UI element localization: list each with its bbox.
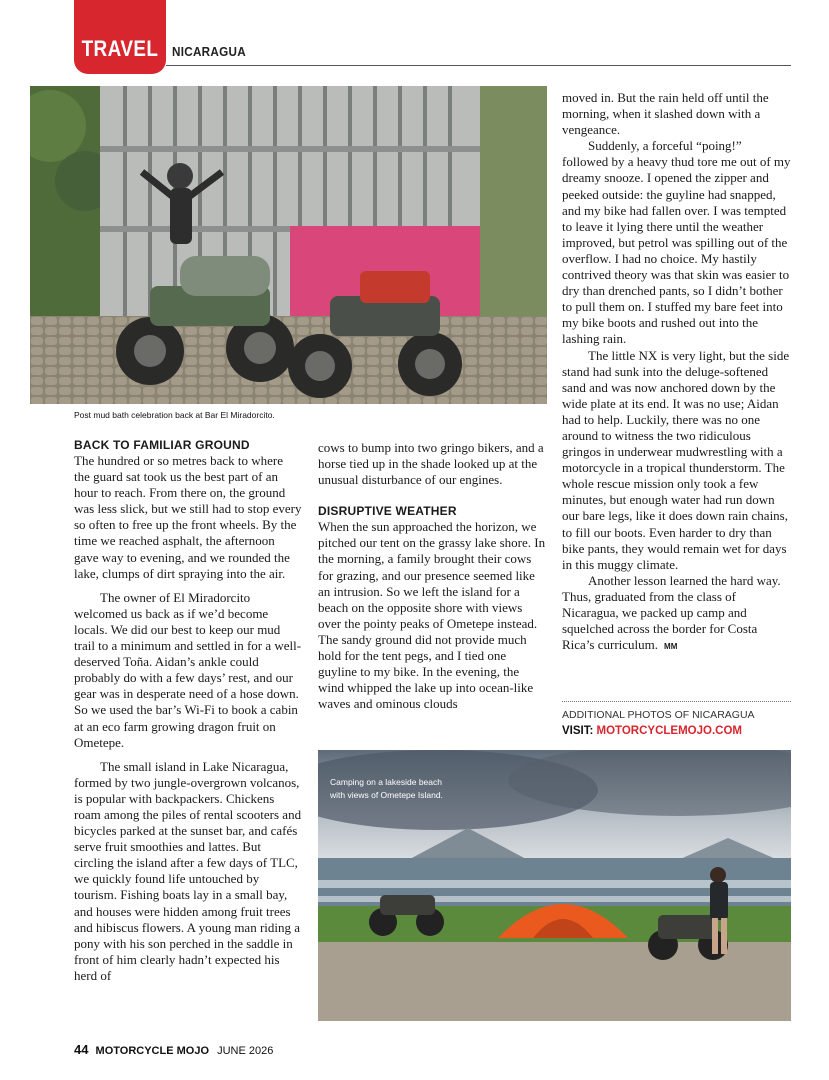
article-column-2 <box>318 440 547 712</box>
paragraph: The small island in Lake Nicaragua, formed by two jungle-overgrown volcanos, is popular with backpackers. Chickens roam among the piles of rental scooters and bicycles parked at the sunset bar, and cafés serve fruit smoothies and lattes. But circling the island after a few days of TLC, we quickly found life untouched by tourism. Fishing boats lay in a small bay, and houses were hidden among fruit trees and hibiscus flowers. A young man riding a pony with his son perched in the saddle in front of him clearly hadn’t expected his herd of <box>74 758 302 983</box>
additional-photos-label: ADDITIONAL PHOTOS OF NICARAGUA <box>562 709 755 721</box>
photo-caption: Camping on a lakeside beach with views of Ometepe Island. <box>330 777 443 800</box>
article-column-1 <box>74 438 302 984</box>
photo-caption: Post mud bath celebration back at Bar El Miradorcito. <box>74 410 275 420</box>
paragraph: The little NX is very light, but the side stand had sunk into the deluge-softened sand and was now anchored down by the wide plate at its end. It was no use; Aidan had to help. Luckily, there was no one around to witness the two ridiculous gringos in underwear mudwrestling with a motorcycle in a tropical thunderstorm. The whole rescue mission only took a few minutes, but enough water had run down our bare legs, like it does down rain chains, to fill our boots. Even harder to dry than bike pants, they would remain wet for days in this muggy climate. <box>562 347 790 572</box>
photo-mud-bath-celebration <box>30 86 547 404</box>
dotted-divider <box>562 701 791 702</box>
section-tab <box>74 0 166 74</box>
paragraph: cows to bump into two gringo bikers, and a horse tied up in the shade looked up at the unusual disturbance of our engines. <box>318 440 544 488</box>
page-number: 44 <box>74 1042 89 1057</box>
section-tab-label: TRAVEL <box>81 36 159 61</box>
visit-line <box>562 725 742 737</box>
issue-date: JUNE 2026 <box>217 1045 274 1057</box>
subheading: DISRUPTIVE WEATHER <box>318 504 457 519</box>
paragraph-text: Another lesson learned the hard way. Thus, graduated from the class of Nicaragua, we packed up camp and squelched across the border for Costa Rica’s curriculum. <box>562 572 781 653</box>
magazine-name: MOTORCYCLE MOJO <box>95 1045 210 1057</box>
paragraph: moved in. But the rain held off until the morning, when it slashed down with a vengeance. <box>562 90 769 138</box>
subheading: BACK TO FAMILIAR GROUND <box>74 438 250 452</box>
end-mark: MM <box>664 642 678 652</box>
paragraph-final <box>562 573 791 655</box>
paragraph: Suddenly, a forceful “poing!” followed by a heavy thud tore me out of my dreamy snooze. I opened the zipper and peeked outside: the guyline had snapped, and my bike had fallen over. I was tempted to leave it lying there until the weather improved, but petrol was spilling out of the overflow. I had no choice. My hastily contrived theory was that skin was easier to dry than drenched pants, so I didn’t bother to pull them on. I stuffed my bare feet into my bike boots and rushed out into the lashing rain. <box>562 138 791 347</box>
paragraph: The owner of El Miradorcito welcomed us back as if we’d become locals. We did our best to keep our mud trail to a minimum and settled in for a well-deserved Toña. Aidan’s ankle could probably do with a few days’ rest, and our gear was in desperate need of a hose down. So we used the bar’s Wi-Fi to book a cabin at an eco farm growing dragon fruit on Ometepe. <box>74 589 302 750</box>
header-divider <box>166 65 791 66</box>
paragraph: The hundred or so metres back to where the guard sat took us the best part of an hour to reach. From there on, the ground was less slick, but we still had to stop every so often to free up the front wheels. By the time we reached asphalt, the afternoon gave way to evening, and we rounded the lake, clumps of dirt spraying into the air. <box>74 453 302 581</box>
visit-prefix: VISIT: <box>562 725 597 737</box>
article-column-3 <box>562 90 791 655</box>
website-link[interactable]: MOTORCYCLEMOJO.COM <box>596 725 742 737</box>
section-title: NICARAGUA <box>172 44 246 59</box>
photo-illustration <box>30 86 547 404</box>
paragraph: When the sun approached the horizon, we pitched our tent on the grassy lake shore. In the morning, a family brought their cows for grazing, and our presence seemed like an intrusion. So we left the island for a beach on the opposite shore with views over the pointy peaks of Ometepe instead. The sandy ground did not provide much hold for the tent pegs, and I tied one guyline to my bike. In the evening, the wind whipped the lake up into ocean-like waves and ominous clouds <box>318 519 546 712</box>
page-footer <box>74 1042 273 1057</box>
